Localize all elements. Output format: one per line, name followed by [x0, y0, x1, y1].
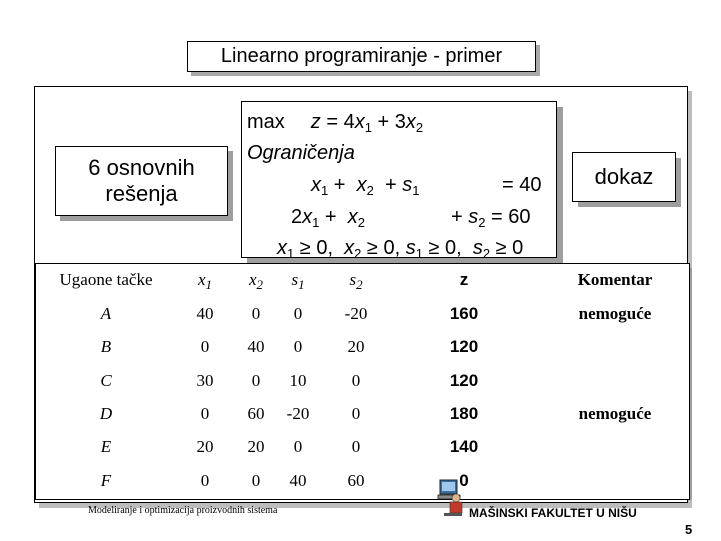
page-number: 5 — [685, 522, 693, 537]
basic-solutions-line1: 6 osnovnih — [88, 155, 195, 180]
proof-box[interactable] — [572, 152, 676, 202]
table-cell: 120 — [449, 371, 479, 390]
proof-label: dokaz — [594, 164, 654, 189]
header-corner-points: Ugaone tačke — [59, 270, 153, 289]
table-cell: 0 — [459, 471, 469, 490]
lp-formulation-box — [241, 101, 557, 261]
constraints-label: Ograničenja — [247, 142, 355, 164]
table-cell: 120 — [449, 337, 479, 356]
table-cell: 0 — [351, 404, 361, 423]
header-comment: Komentar — [577, 270, 653, 289]
table-cell: 0 — [200, 404, 210, 423]
constraint-nonnegativity: $x_1 \ge 0$, $x_2 \ge 0$, $s_1 \ge 0$, $s_2 \ge 0$ — [277, 237, 524, 261]
table-cell: 20 — [347, 337, 365, 356]
table-cell: 20 — [247, 437, 265, 456]
table-row-label: B — [100, 337, 112, 356]
table-cell: 40 — [289, 471, 307, 490]
table-cell: 0 — [200, 471, 210, 490]
header-z: z — [459, 270, 469, 289]
table-cell: 140 — [449, 437, 479, 456]
table-cell: 0 — [351, 371, 361, 390]
footer-course-title: Modeliranje i optimizacija proizvodnih sistema — [88, 505, 278, 516]
table-cell: 60 — [247, 404, 265, 423]
table-cell: 0 — [251, 471, 261, 490]
table-cell: 180 — [449, 404, 479, 423]
table-cell: 0 — [351, 437, 361, 456]
table-cell: 0 — [293, 304, 303, 323]
table-cell: -20 — [286, 404, 310, 423]
basic-solutions-line2: rešenja — [105, 181, 178, 206]
table-cell: -20 — [344, 304, 368, 323]
table-cell: 0 — [293, 337, 303, 356]
table-cell: 10 — [289, 371, 307, 390]
table-cell: 60 — [347, 471, 365, 490]
basic-solutions-box — [55, 146, 228, 216]
header-x1: $x_1$ — [197, 270, 213, 292]
constraint-1: $x_1 + x_2 + s_1$ = 40 — [311, 174, 542, 198]
table-cell: 0 — [200, 337, 210, 356]
table-cell: 0 — [251, 304, 261, 323]
student-at-computer-icon — [436, 476, 464, 523]
corner-points-table — [35, 263, 690, 500]
table-cell: 0 — [251, 371, 261, 390]
table-cell: 0 — [293, 437, 303, 456]
table-row-label: A — [100, 304, 112, 323]
table-row-label: C — [100, 371, 112, 390]
table-row-label: F — [100, 471, 112, 490]
header-s2: $s_2$ — [349, 270, 363, 292]
constraint-2: $2x_1 + x_2$ + $s_2 = 60$ — [291, 206, 531, 230]
table-cell: 40 — [247, 337, 265, 356]
footer-faculty: MAŠINSKI FAKULTET U NIŠU — [469, 506, 637, 520]
objective-function: $\max z = 4x_1 + 3x_2$ — [247, 111, 424, 135]
table-cell: 40 — [196, 304, 214, 323]
table-cell: 160 — [449, 304, 479, 323]
header-s1: $s_1$ — [291, 270, 305, 292]
table-cell-comment: nemoguće — [578, 404, 652, 423]
table-row-label: D — [99, 404, 113, 423]
table-cell-comment: nemoguće — [578, 304, 652, 323]
table-row-label: E — [100, 437, 112, 456]
header-x2: $x_2$ — [248, 270, 264, 292]
table-cell: 30 — [196, 371, 214, 390]
slide-title: Linearno programiranje - primer — [187, 41, 536, 72]
table-cell: 20 — [196, 437, 214, 456]
